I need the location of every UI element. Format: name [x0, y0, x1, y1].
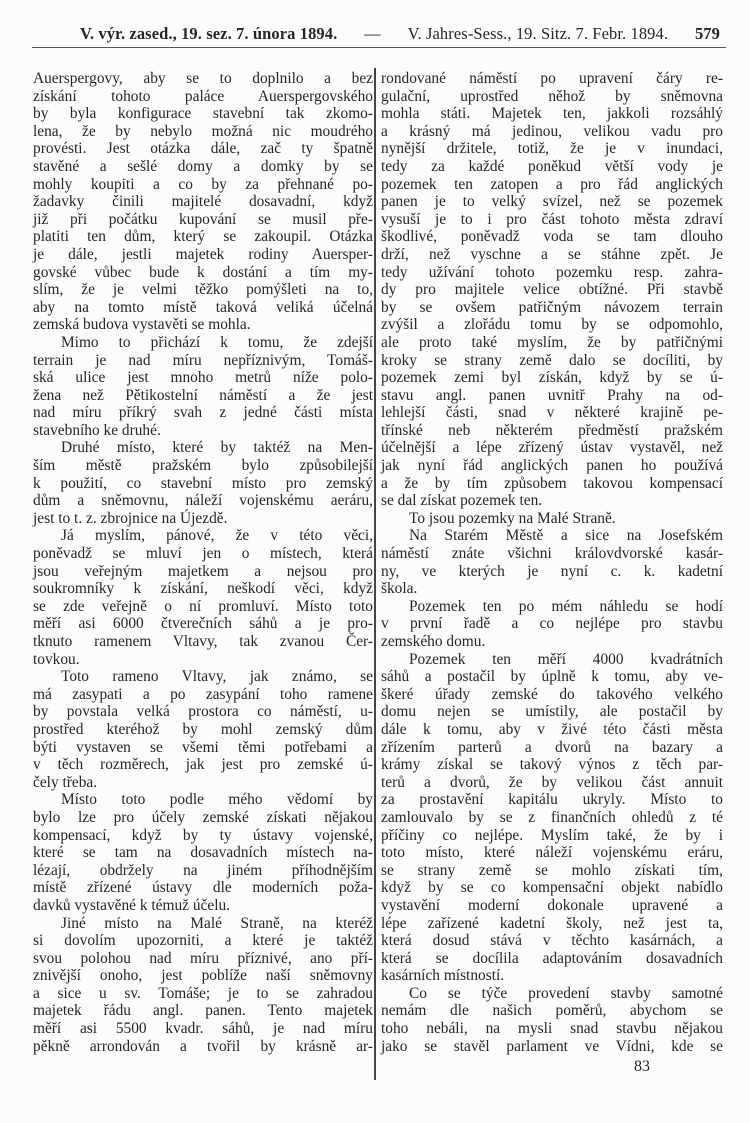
text-line: mohly koupiti a co by za přehnané po-	[33, 175, 373, 193]
text-line: by se ovšem patřičným návozem terrain	[381, 298, 723, 316]
text-line: když by se co kompensační objekt nabídlo	[381, 879, 723, 897]
text-line: rondované náměstí po upravení čáry re-	[381, 70, 723, 87]
text-line: zemského domu.	[381, 633, 486, 650]
text-line: gulační, uprostřed něhož by sněmovna	[381, 87, 723, 105]
text-line: se zde veřejně o ní promluví. Místo toto	[33, 597, 373, 615]
text-line: nemám dle našich poměrů, abychom se	[381, 1002, 723, 1020]
text-line: jak nyní řád anglických panen ho používá	[381, 457, 723, 475]
text-line: majetek řádu angl. panen. Tento majetek	[33, 1002, 373, 1020]
text-line: lehlejší části, snad v některé krajině pe-	[381, 404, 723, 422]
text-line: škola.	[381, 580, 418, 598]
text-line: terů a dvorů, že by velikou část annuit	[381, 773, 723, 791]
text-line: stavěné a sešlé domy a domky by se	[33, 157, 373, 175]
text-line: aby na tomto místě taková veliká účelná	[33, 298, 373, 316]
text-line: kroky se strany země dalo se docíliti, by	[381, 351, 723, 369]
text-line: příčiny co nejlépe. Myslím také, že by i	[381, 826, 723, 844]
text-line: která se docílila adaptováním dosavadních	[381, 949, 723, 967]
text-line: ším městě pražském bylo způsobilejší	[33, 457, 373, 475]
page-number: 579	[694, 24, 720, 43]
text-line: Toto rameno Vltavy, jak známo, se	[61, 668, 373, 686]
paragraph	[381, 527, 723, 597]
text-line: jest to t. z. zbrojnice na Újezdě.	[33, 509, 228, 527]
text-line: k použití, co stavební místo pro zemský	[33, 474, 373, 492]
text-line: toto místo, které náleží vojenskému eráru,	[381, 844, 723, 862]
running-header	[80, 18, 720, 44]
text-line: ale proto také myslím, že by patřičnými	[381, 333, 723, 351]
paragraph	[33, 791, 373, 914]
text-line: v těch rozměrech, jak jest pro zemské ú-	[33, 756, 373, 774]
text-line: čely třeba.	[33, 773, 98, 791]
text-line: která dosud stává v těchto kasárnách, a	[381, 932, 723, 950]
text-line: ny, ve kterých je nyní c. k. kadetní	[381, 562, 723, 580]
text-line: pěkně arrondován a tvořil by krásně ar-	[33, 1037, 373, 1055]
text-line: Já myslím, pánové, že v této věci,	[61, 527, 373, 545]
text-line: by povstala velká prostora co náměstí, u-	[33, 703, 373, 721]
text-line: kompensací, když by ty ústavy vojenské,	[33, 826, 373, 844]
text-line: kasárních místností.	[381, 967, 505, 985]
text-line: by byla konfigurace stavební tak zkomo-	[33, 105, 373, 123]
text-line: domu nejen se umístily, ale postačil by	[381, 703, 723, 721]
text-line: žadavky činili majitelé dosavadní, když	[33, 193, 373, 211]
text-line: drží, než vyschne a se stáhne zpět. Je	[381, 245, 723, 263]
text-line: zamlouvalo by se z finančních ohledů z té	[381, 808, 723, 826]
signature-number: 83	[634, 1058, 650, 1075]
text-line: jsou veřejným majetkem a nejsou pro	[33, 562, 373, 580]
paragraph	[33, 70, 373, 334]
text-line: lézají, obdržely na jiném příhodnějším	[33, 861, 373, 879]
text-line: se strany země se mohlo získati tím,	[381, 861, 723, 879]
text-line: tovkou.	[33, 650, 80, 668]
text-line: sáhů a postačil by úplně k tomu, aby ve-	[381, 668, 723, 686]
text-line: tedy za každé poněkud větší vody je	[381, 157, 723, 175]
paragraph	[381, 70, 723, 510]
text-line: vystavění moderní dokonale upravené a	[381, 896, 723, 914]
text-line: Pozemek ten měří 4000 kvadrátních	[409, 650, 723, 668]
text-line: náměstí znáte všichni královdvorské kasár-	[381, 545, 723, 563]
right-column	[381, 70, 723, 1055]
text-line: škodlivé, poněvadž voda se tam dlouho	[381, 228, 723, 246]
paragraph	[33, 439, 373, 527]
text-line: Na Starém Městě a sice na Josefském	[409, 527, 723, 545]
text-line: toho nebáli, na mysli snad stavbu nějakou	[381, 1020, 723, 1038]
text-line: bylo lze pro účely zemské získati nějakou	[33, 808, 373, 826]
text-line: se dal získat pozemek ten.	[381, 492, 543, 510]
header-rule	[32, 47, 726, 48]
text-line: jako se stavěl parlament ve Vídni, kde se	[381, 1037, 723, 1055]
text-line: je dále, jestli majetek rodiny Auersper-	[33, 245, 373, 263]
text-line: pozemek ten zatopen a pro řád anglických	[381, 175, 723, 193]
text-line: žena než Pětikostelní náměstí a že jest	[33, 386, 373, 404]
paragraph	[33, 527, 373, 668]
text-line: govské vůbec bude k dostání a tím my-	[33, 263, 373, 281]
text-line: dy pro majitele velice obtížné. Při stavbě	[381, 281, 723, 299]
text-line: provésti. Jest otázka dále, zač ty špatně	[33, 140, 373, 158]
text-line: škeré úřady zemské do takového velkého	[381, 685, 723, 703]
text-line: již při počátku kupování se musil pře-	[33, 210, 373, 228]
text-line: terrain je nad míru nepříznivým, Tomáš-	[33, 351, 373, 369]
text-line: účelnější a lépe zřízený ústav vystavěl, než	[381, 439, 723, 457]
paragraph	[381, 985, 723, 1055]
text-line: stavu angl. panen uvnitř Prahy na od-	[381, 386, 723, 404]
text-line: tknuto ramenem Vltavy, tak zvanou Čer-	[33, 633, 373, 650]
text-line: nynější držitele, totiž, že je v inundaci,	[381, 140, 723, 158]
text-line: lépe zařízené kadetní školy, než jest ta,	[381, 914, 723, 932]
text-line: třínské neb některém předměstí pražském	[381, 421, 723, 439]
text-line: zřízením parterů a dvorů na bazary a	[381, 738, 723, 756]
text-line: Pozemek ten po mém náhledu se hodí	[409, 597, 723, 615]
paragraph	[33, 915, 373, 1056]
text-line: slím, že je velmi těžko pomýšleti na to,	[33, 281, 373, 299]
text-line: To jsou pozemky na Malé Straně.	[409, 509, 616, 527]
header-german: V. Jahres-Sess., 19. Sitz. 7. Febr. 1894.	[407, 24, 669, 43]
text-line: davků vystavěné k témuž účelu.	[33, 896, 231, 914]
text-line: poněvadž se mluví jen o místech, která	[33, 545, 373, 563]
column-divider	[374, 68, 376, 1080]
text-line: stavebního ke druhé.	[33, 421, 161, 439]
text-line: znivější onoho, jest poblíže naší sněmovny	[33, 967, 373, 985]
paragraph	[381, 598, 723, 651]
text-line: tedy užívání tohoto pozemku resp. zahra-	[381, 263, 723, 281]
text-line: soukromníky k získání, neškodí věci, když	[33, 580, 373, 598]
text-line: Místo toto podle mého vědomí by	[61, 791, 373, 809]
text-line: panen je to velký svízel, než se pozemek	[381, 193, 723, 211]
text-line: platiti ten dům, který se zakoupil. Otázka	[33, 228, 373, 246]
text-line: býti vystaven se všemi těmi potřebami a	[33, 738, 373, 756]
text-line: v první řadě a co nejlépe pro stavbu	[381, 615, 723, 633]
text-line: má zasypati a po zasypání toho ramene	[33, 685, 373, 703]
paragraph	[33, 334, 373, 440]
text-line: dům a sněmovnu, náleží vojenskému aeráru,	[33, 492, 373, 510]
text-line: Co se týče provedení stavby samotné	[409, 984, 723, 1002]
text-line: Jiné místo na Malé Straně, na kteréž	[61, 914, 373, 932]
text-line: mohla státi. Majetek ten, jakkoli rozsáhlý	[381, 105, 723, 123]
text-line: za prostavění kapitálu ukryly. Místo to	[381, 791, 723, 809]
text-line: zemská budova vystavěti se mohla.	[33, 316, 251, 334]
text-line: které se tam na dosavadních místech na-	[33, 844, 373, 862]
text-line: pozemek zemi byl získán, když by se ú-	[381, 369, 723, 387]
text-line: dále k tomu, aby v živé této části města	[381, 720, 723, 738]
paragraph	[33, 668, 373, 791]
text-line: vysuší je to i pro část tohoto města zdraví	[381, 210, 723, 228]
text-line: si dovolím upozorniti, a které je taktéž	[33, 932, 373, 950]
text-line: místě zřízené ústavy dle moderních poža-	[33, 879, 373, 897]
left-column	[33, 70, 373, 1055]
text-line: ská ulice jest mnoho metrů níže polo-	[33, 369, 373, 387]
header-czech: V. výr. zased., 19. sez. 7. února 1894.	[80, 24, 338, 43]
text-line: svou polohou nad míru příznivé, ano pří-	[33, 949, 373, 967]
text-line: nad míru příkrý svah z jedné části místa	[33, 404, 373, 422]
text-line: prostřed kteréhož by mohl zemský dům	[33, 720, 373, 738]
text-line: zvýšil a zlořádu tomu by se odpomohlo,	[381, 316, 723, 334]
text-line: Mimo to přichází k tomu, že zdejší	[61, 333, 373, 351]
text-line: získání tohoto paláce Auerspergovského	[33, 87, 373, 105]
text-line: Druhé místo, které by taktéž na Men-	[61, 439, 373, 457]
text-line: a že by tím způsobem takovou kompensací	[381, 474, 723, 492]
header-separator: —	[364, 24, 381, 43]
text-line: krámy získal se takový výnos z těch par-	[381, 756, 723, 774]
paragraph	[381, 651, 723, 985]
text-line: lena, že by nebylo možná nic moudrého	[33, 122, 373, 140]
text-line: měří asi 6000 čtverečních sáhů a je pro-	[33, 615, 373, 633]
text-line: a sice u sv. Tomáše; je to se zahradou	[33, 984, 373, 1002]
text-line: měří asi 5500 kvadr. sáhů, je nad míru	[33, 1020, 373, 1038]
text-line: a krásný má jedinou, velikou vadu pro	[381, 122, 723, 140]
paragraph	[381, 510, 723, 528]
text-line: Auerspergovy, aby se to doplnilo a bez	[33, 70, 373, 87]
